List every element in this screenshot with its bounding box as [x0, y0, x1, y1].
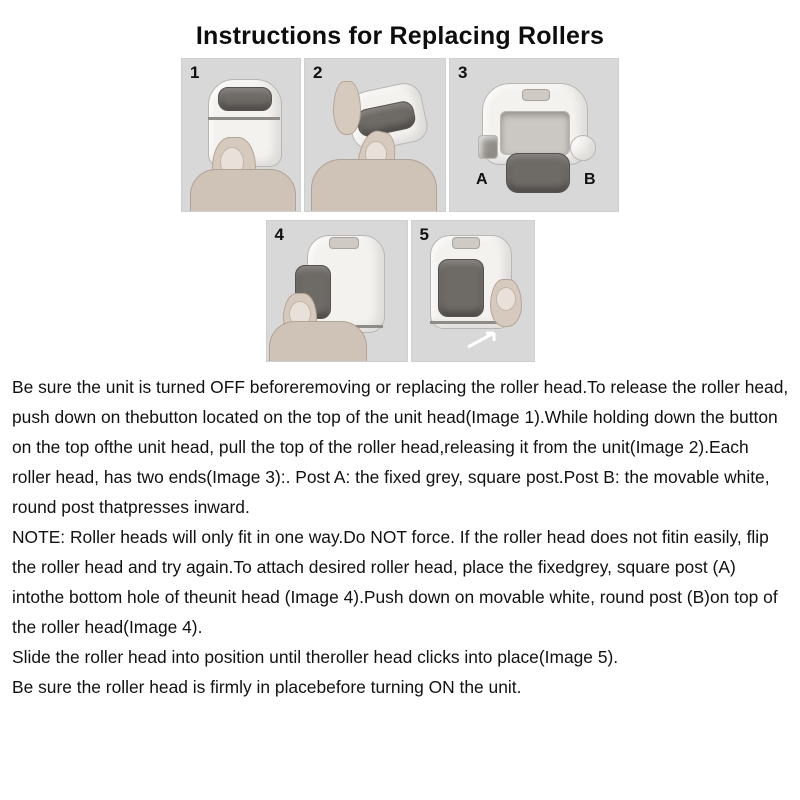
- figure-panel-4: [266, 220, 408, 362]
- release-button: [522, 89, 550, 101]
- figure-panel-3: [449, 58, 619, 212]
- figure-row-top: [0, 58, 800, 212]
- figure-number-3: 3: [458, 63, 468, 82]
- figure-number-2: 2: [313, 63, 323, 82]
- fingernail: [496, 287, 516, 311]
- figure-number-1: 1: [190, 63, 200, 82]
- finger-index: [333, 81, 361, 135]
- figure-panel-2: [304, 58, 446, 212]
- paragraph-1: Be sure the unit is turned OFF beforeremoving or replacing the roller head.To release the roller head, push down on thebutton located on the top of the unit head(Image 1).While holding down the button on the top ofthe unit head, pull the top of the roller head,releasing it from the unit(Image 2).Each roller head, has two ends(Image 3):. Post A: the fixed grey, square post.Post B: the movable white, round post thatpresses inward.: [12, 377, 789, 517]
- post-label-a: A: [476, 171, 488, 188]
- release-button: [329, 237, 359, 249]
- figure-panel-1: [181, 58, 301, 212]
- figure-gallery: [0, 58, 800, 362]
- figure-row-bottom: [0, 220, 800, 362]
- hand: [311, 159, 437, 212]
- post-label-b: B: [584, 171, 596, 188]
- paragraph-2: NOTE: Roller heads will only fit in one way.Do NOT force. If the roller head does not fitin easily, flip the roller head and try again.To attach desired roller head, place the fixedgrey, square post (A) intothe bottom hole of theunit head (Image 4).Push down on movable white, round post (B)on top of the roller head(Image 4).: [12, 527, 778, 637]
- device-cavity: [500, 111, 570, 155]
- release-button: [452, 237, 480, 249]
- hand: [190, 169, 296, 212]
- paragraph-3: Slide the roller head into position until theroller head clicks into place(Image 5).: [12, 647, 619, 667]
- device-seam: [208, 117, 280, 120]
- insertion-arrow-icon: [464, 327, 504, 353]
- figure-number-4: 4: [274, 225, 284, 244]
- roller-head: [438, 259, 484, 317]
- hand: [269, 321, 367, 362]
- figure-panel-5: [411, 220, 535, 362]
- post-b-round: [570, 135, 596, 161]
- roller-head: [506, 153, 570, 193]
- roller-head: [218, 87, 272, 111]
- paragraph-4: Be sure the roller head is firmly in placebefore turning ON the unit.: [12, 677, 522, 697]
- page-title: Instructions for Replacing Rollers: [195, 22, 605, 50]
- post-a-square: [478, 135, 498, 159]
- figure-number-5: 5: [419, 225, 429, 244]
- instruction-text: [12, 372, 790, 702]
